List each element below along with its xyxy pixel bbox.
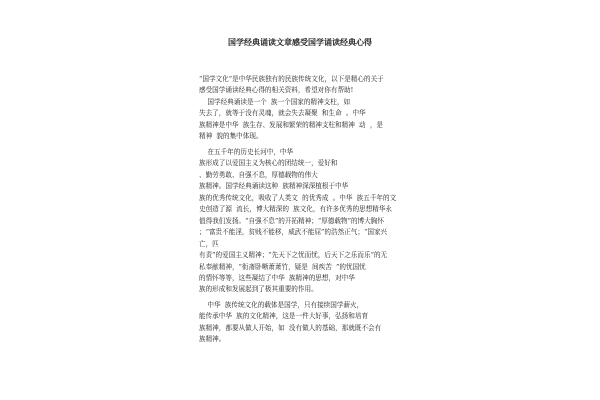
text-line: “国学文化”是中华民族独有的民族传统文化，以下是精心的关于 bbox=[199, 75, 384, 83]
document-title: 国学经典诵读文章感受国学诵读经典心得 bbox=[228, 38, 372, 47]
text-line: 族精神。 bbox=[199, 335, 226, 344]
text-line: 私奉献精神，“衔斋卧晰萧萧竹，疑是 间疾苦 ”的忧国忧 bbox=[199, 262, 366, 271]
text-line: 、勤劳勇敢、自强不息，厚德载物的伟大 bbox=[199, 170, 318, 179]
text-line: 族形成了以爱国主义为核心的团结统一，爱好和 bbox=[199, 159, 338, 168]
text-line: 史创造了源 流长，博大精深的 族文化，有许多优秀的思想精华永 bbox=[199, 205, 393, 214]
text-line: 能传承中华 族的文化精神，这是一件大好事，弘扬和培育 bbox=[199, 312, 369, 321]
text-line: 族的优秀传统文化，吸收了人类文 的优秀成 。中华 族五千年的文 bbox=[199, 193, 397, 202]
text-line: 的情怀等等，这些凝结了中华 族精神的思想，对中华 bbox=[199, 273, 355, 282]
text-line: 感受国学诵读经典心得的相关资料，希望对你有帮助! bbox=[199, 86, 354, 95]
text-line: 中华 族传统文化的载体是国学，只有接续国学薪火， bbox=[199, 300, 364, 309]
text-line: 族精神。国学经典诵读这种 族精神深深植根于中华 bbox=[199, 182, 349, 191]
text-line: 族的形成和发展起到了极其重要的作用。 bbox=[199, 285, 318, 294]
text-line: 族精神是中华 族生存、发展和繁荣的精神支柱和精神 动 ，是 bbox=[199, 120, 384, 129]
text-line: 失去了，就等于没有灵魂，就会失去凝聚 和生命 。中华 bbox=[199, 109, 366, 118]
text-line: 亡，匹 bbox=[199, 239, 219, 248]
text-line: 有责”的爱国主义精神；“先天下之忧而忧，后天下之乐而乐”的无 bbox=[199, 251, 388, 260]
document-body bbox=[199, 74, 439, 346]
text-line: 族精神，都要从做人开始，如 没有做人的基础，那就既不会有 bbox=[199, 323, 382, 332]
text-line: 国学经典诵读是一个 族一个国家的精神支柱，如 bbox=[199, 97, 351, 106]
text-line: 值得我们发扬。“自强不息”的开拓精神；“厚德载物”的博大胸怀 bbox=[199, 216, 384, 225]
text-line: 精神 貌的集中体现。 bbox=[199, 132, 263, 141]
text-line: 在五千年的历史长河中，中华 bbox=[199, 147, 294, 156]
text-line: ；“富贵不能淫，贫贱不能移，威武不能屈”的浩然正气；“国家兴 bbox=[199, 228, 388, 237]
